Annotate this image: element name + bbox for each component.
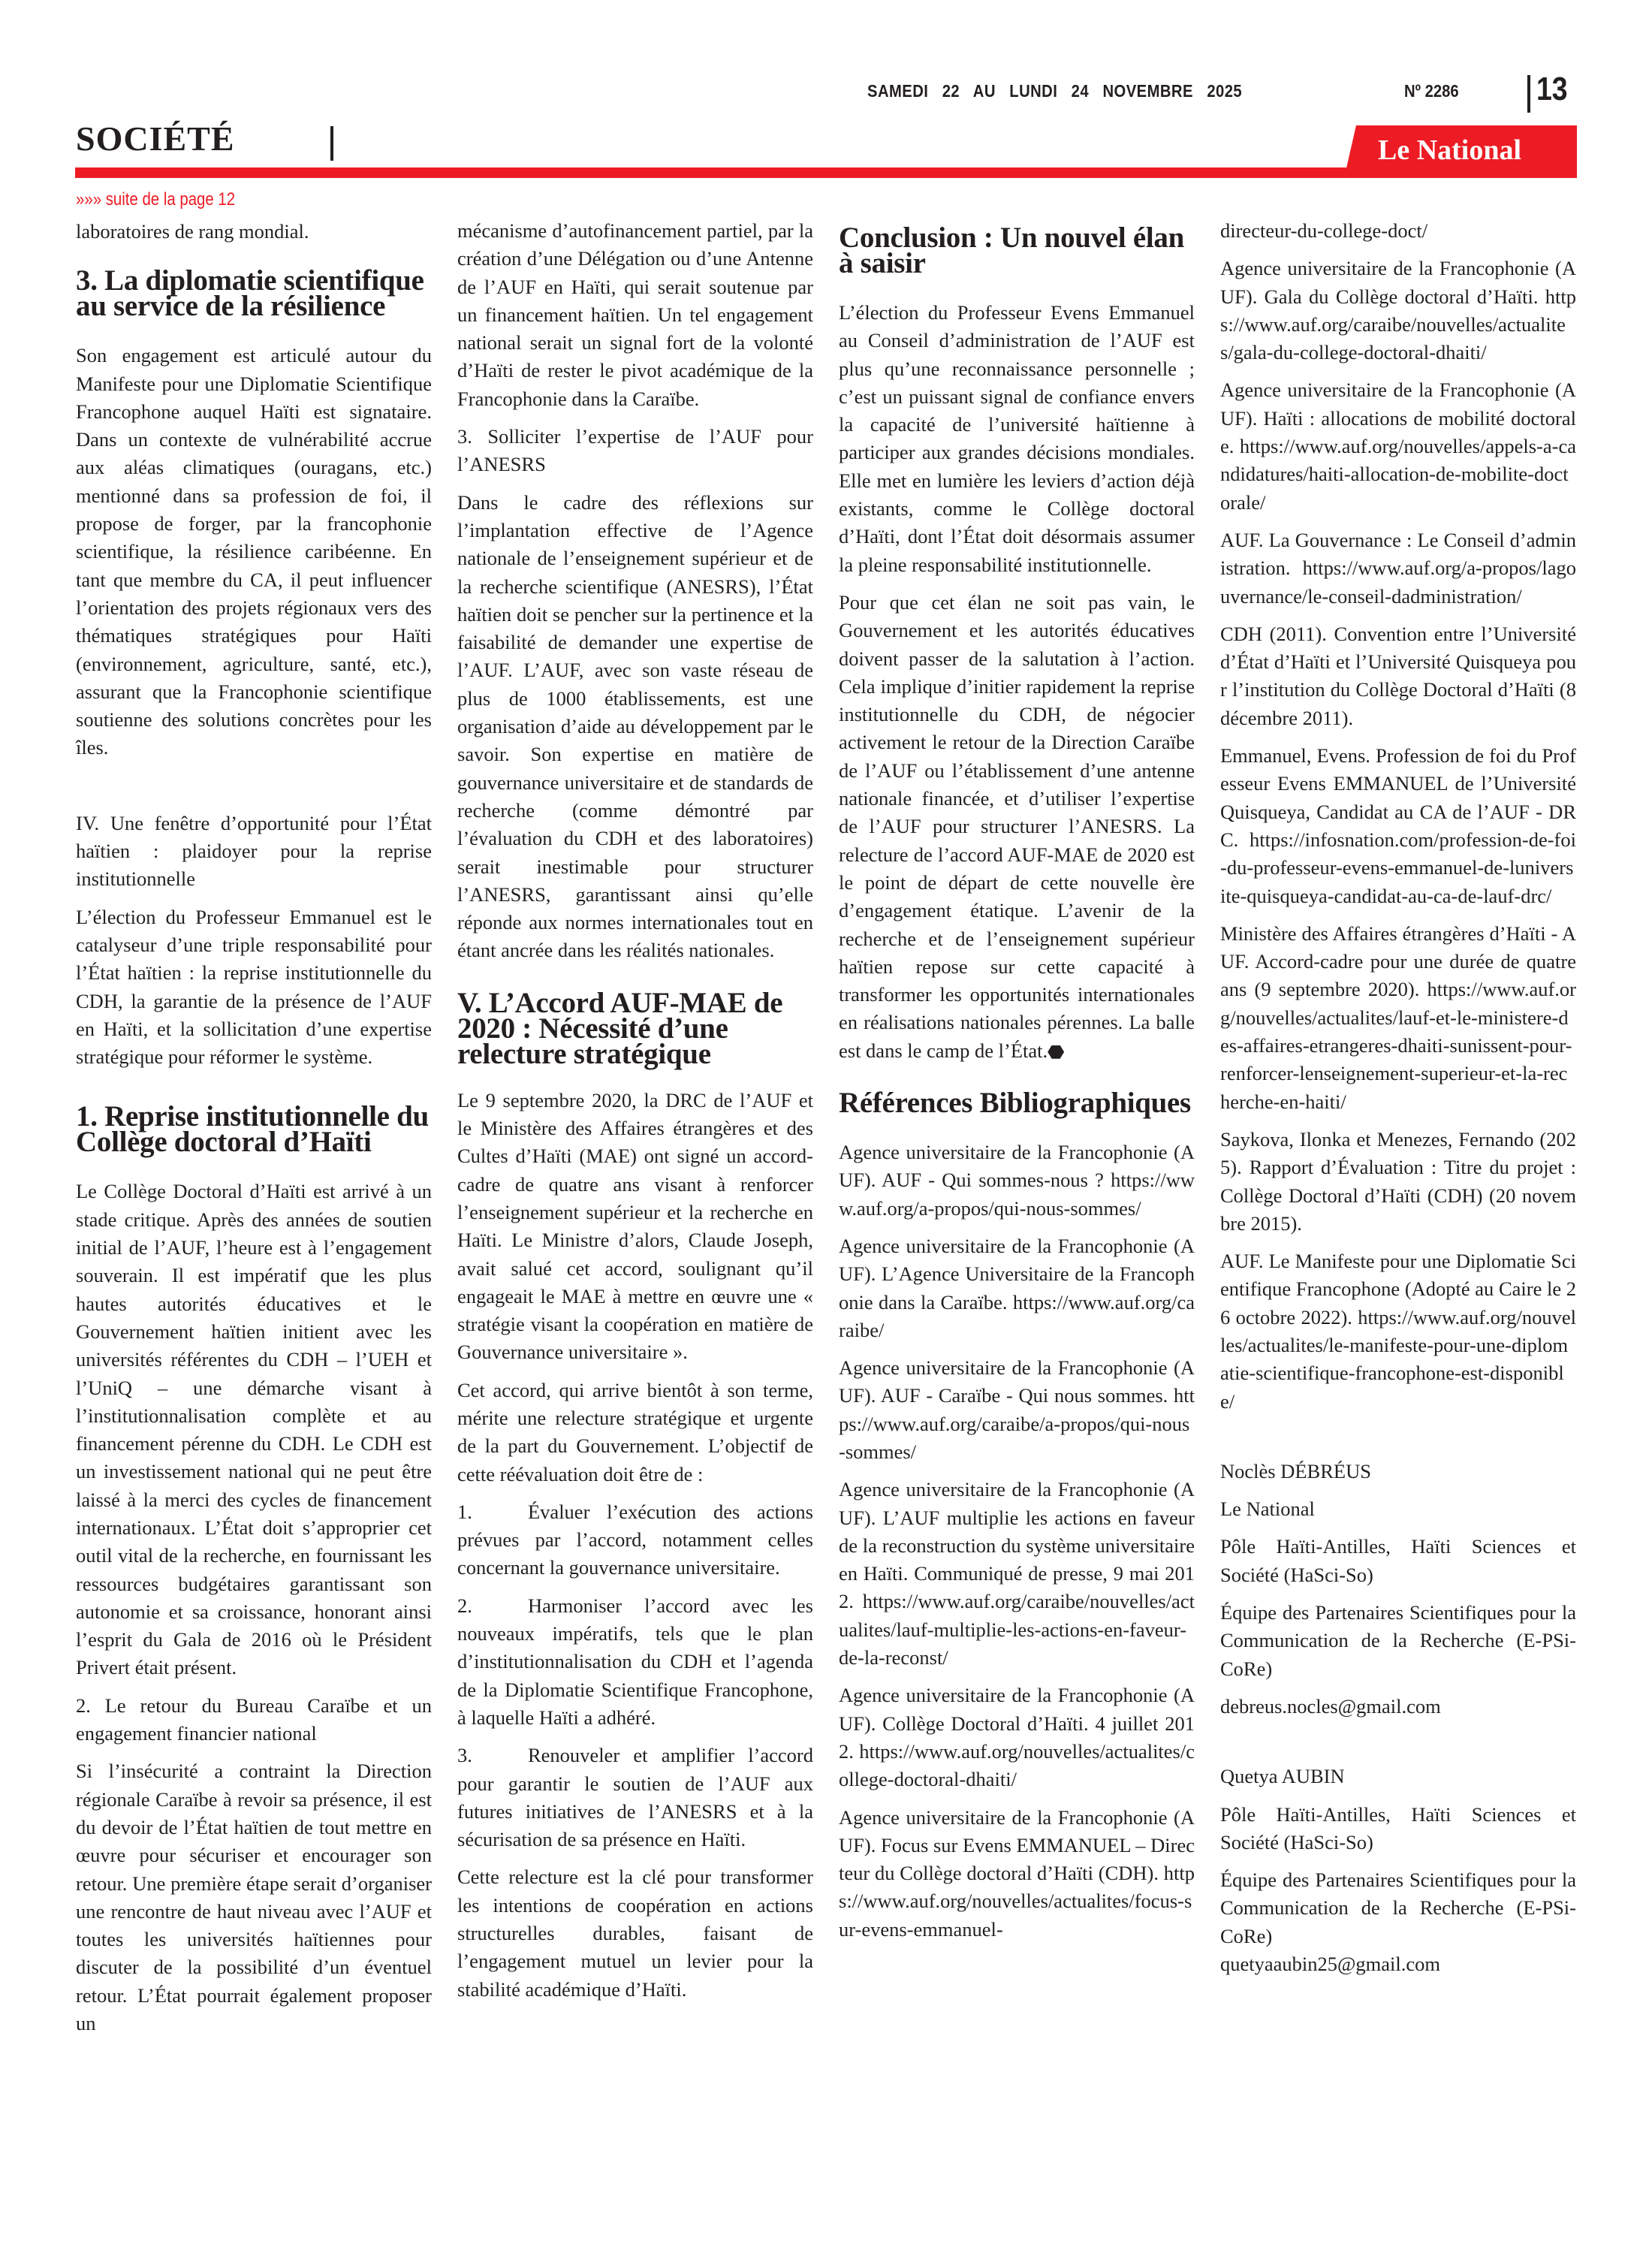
reference-item: Agence universitaire de la Francophonie (AUF). Focus sur Evens EMMANUEL – Directeur du Collège doctoral d’Haïti (CDH). https://www.auf.org/nouvelles/actualites/focus-sur-evens-emmanuel-	[839, 1805, 1195, 1941]
author-email[interactable]: debreus.nocles@gmail.com	[1220, 1694, 1441, 1718]
article-column-4	[1220, 217, 1576, 1988]
reference-item: directeur-du-college-doct/	[1220, 219, 1428, 242]
issue-number: Nº 2286	[1404, 81, 1459, 101]
reference-item: Agence universitaire de la Francophonie (AUF). L’AUF multiplie les actions en faveur de la reconstruction du système universitaire en Haïti. Communiqué de presse, 9 mai 2012. https://www.auf.org/caraibe/nouvelles/actualites/lauf-multiplie-les-actions-en-faveur-de-la-reconst/	[839, 1478, 1195, 1669]
page-number-divider	[1527, 75, 1530, 113]
author-block-1	[1220, 1458, 1576, 1721]
list-item: 1. Évaluer l’exécution des actions prévues par l’accord, notamment celles concernant la gouvernance universitaire.	[457, 1500, 813, 1579]
paragraph: L’élection du Professeur Emmanuel est le catalyseur d’une triple responsabilité pour l’État haïtien : la reprise institutionnelle du CDH, la garantie de la présence de l’AUF en Haïti, et la sollicitation d’une expertise stratégique pour réformer le système.	[76, 905, 432, 1069]
spacer	[76, 772, 432, 810]
paragraph: laboratoires de rang mondial.	[76, 220, 309, 243]
paragraph: Si l’insécurité a contraint la Direction régionale Caraïbe à revoir sa présence, il est du devoir de l’État haïtien de tout mettre en œuvre pour sécuriser et encourager son retour. Une première étape serait d’organiser une rencontre de haut niveau avec l’AUF et toutes les universités haïtiennes pour discuter de la possibilité d’un éventuel retour. L’État pourrait également proposer un	[76, 1760, 432, 2035]
author-affiliation: Équipe des Partenaires Scientifiques pour la Communication de la Recherche (E-PSi-CoRe)	[1220, 1601, 1576, 1680]
subheading-references: Références Bibliographiques	[839, 1087, 1191, 1120]
end-of-article-icon	[1048, 1045, 1064, 1059]
reference-item: Agence universitaire de la Francophonie (AUF). AUF - Qui sommes-nous ? https://www.auf.org/a-propos/qui-nous-sommes/	[839, 1141, 1195, 1220]
article-column-1	[76, 218, 432, 2047]
author-affiliation: Équipe des Partenaires Scientifiques pour la Communication de la Recherche (E-PSi-CoRe)	[1220, 1868, 1576, 1947]
paragraph-heading: 2. Le retour du Bureau Caraïbe et un engagement financier national	[76, 1694, 432, 1745]
author-affiliation: Pôle Haïti-Antilles, Haïti Sciences et Société (HaSci-So)	[1220, 1802, 1576, 1853]
author-name: Noclès DÉBRÉUS	[1220, 1459, 1371, 1482]
paragraph: Dans le cadre des réflexions sur l’implantation effective de l’Agence nationale de l’enseignement supérieur et de la recherche scientifique (ANESRS), l’État haïtien doit se pencher sur la pertinence et la faisabilité de demander une expertise de l’AUF. L’AUF, avec son vaste réseau de plus de 1000 établissements, est une organisation d’aide au développement par le savoir. Son expertise en matière de gouvernance universitaire et de standards de recherche (comme démontré par l’évaluation du CDH et des laboratoires) serait inestimable pour structurer l’ANESRS, garantissant ainsi qu’elle réponde aux normes internationales tout en étant ancrée dans les réalités nationales.	[457, 490, 813, 962]
section-divider	[330, 126, 333, 161]
subheading-reprise: 1. Reprise institutionnelle du Collège doctoral d’Haïti	[76, 1100, 429, 1159]
paragraph-heading: 3. Solliciter l’expertise de l’AUF pour l’ANESRS	[457, 425, 813, 476]
dateline: SAMEDI 22 AU LUNDI 24 NOVEMBRE 2025	[867, 81, 1243, 101]
paragraph: Le 9 septembre 2020, la DRC de l’AUF et le Ministère des Affaires étrangères et des Cultes d’Haïti (MAE) ont signé un accord-cadre de quatre ans visant à renforcer l’enseignement supérieur et la recherche en Haïti. Le Ministre d’alors, Claude Joseph, avait salué cet accord, soulignant qu’il engageait le MAE à mettre en œuvre une « stratégie visant la coopération en matière de Gouvernance universitaire ».	[457, 1088, 813, 1364]
reference-item: Agence universitaire de la Francophonie (AUF). AUF - Caraïbe - Qui nous sommes. https://www.auf.org/caraibe/a-propos/qui-nous-sommes/	[839, 1356, 1195, 1463]
paragraph: Cet accord, qui arrive bientôt à son terme, mérite une relecture stratégique et urgente de la part du Gouvernement. L’objectif de cette réévaluation doit être de :	[457, 1378, 813, 1485]
article-column-3	[839, 218, 1195, 1953]
reference-item: Agence universitaire de la Francophonie (AUF). Gala du Collège doctoral d’Haïti. https://www.auf.org/caraibe/nouvelles/actualites/gala-du-college-doctoral-dhaiti/	[1220, 257, 1576, 364]
subheading-accord: V. L’Accord AUF-MAE de 2020 : Nécessité d’une relecture stratégique	[457, 986, 783, 1070]
reference-item: CDH (2011). Convention entre l’Université d’État d’Haïti et l’Université Quisqueya pour l’institution du Collège Doctoral d’Haïti (8 décembre 2011).	[1220, 622, 1576, 729]
reference-item: AUF. Le Manifeste pour une Diplomatie Scientifique Francophone (Adopté au Caire le 26 octobre 2022). https://www.auf.org/nouvelles/actualites/le-manifeste-pour-une-diplomatie-scientifique-francophone-est-disponible/	[1220, 1250, 1576, 1413]
list-item: 2. Harmoniser l’accord avec les nouveaux impératifs, tels que le plan d’institutionnalisation du CDH et l’agenda de la Diplomatie Scientifique Francophone, à laquelle Haïti a adhéré.	[457, 1594, 813, 1729]
paragraph: Cette relecture est la clé pour transformer les intentions de coopération en actions structurelles durables, faisant de l’engagement mutuel un levier pour la stabilité académique d’Haïti.	[457, 1865, 813, 2001]
reference-item: Emmanuel, Evens. Profession de foi du Professeur Evens EMMANUEL de l’Université Quisqueya, Candidat au CA de l’AUF - DRC. https://infosnation.com/profession-de-foi-du-professeur-evens-emmanuel-de-luniversite-quisqueya-candidat-au-ca-de-lauf-drc/	[1220, 744, 1576, 907]
author-block-2	[1220, 1763, 1576, 1978]
brand-logo: Le National	[1378, 134, 1522, 166]
reference-item: Saykova, Ilonka et Menezes, Fernando (2025). Rapport d’Évaluation : Titre du projet : Collège Doctoral d’Haïti (CDH) (20 novembre 2015).	[1220, 1127, 1576, 1235]
article-column-2	[457, 217, 813, 2013]
paragraph: Son engagement est articulé autour du Manifeste pour une Diplomatie Scientifique Francophone auquel Haïti est signataire. Dans un contexte de vulnérabilité accrue aux aléas climatiques (ouragans, etc.) mentionné dans sa profession de foi, il propose de forger, par la francophonie scientifique, la résilience caribéenne. En tant que membre du CA, il peut influencer l’orientation des projets régionaux vers des thématiques stratégiques pour Haïti (environnement, agriculture, santé, etc.), assurant que la Francophonie scientifique soutienne des solutions concrètes pour les îles.	[76, 344, 432, 759]
subheading-conclusion: Conclusion : Un nouvel élan à saisir	[839, 222, 1184, 279]
continued-from-link[interactable]: »»» suite de la page 12	[76, 189, 236, 210]
paragraph-heading: IV. Une fenêtre d’opportunité pour l’État haïtien : plaidoyer pour la reprise institutionnelle	[76, 811, 432, 891]
section-title: SOCIÉTÉ	[76, 119, 235, 158]
paragraph: L’élection du Professeur Evens Emmanuel au Conseil d’administration de l’AUF est plus qu’une reconnaissance personnelle ; c’est un puissant signal de confiance envers la capacité de l’université haïtienne à participer aux grandes décisions mondiales. Elle met en lumière les leviers d’action déjà existants, comme le Collège doctoral d’Haïti, dont l’État doit désormais assumer la pleine responsabilité institutionnelle.	[839, 301, 1195, 576]
author-name: Quetya AUBIN	[1220, 1765, 1345, 1788]
reference-item: AUF. La Gouvernance : Le Conseil d’administration. https://www.auf.org/a-propos/lagouvernance/le-conseil-dadministration/	[1220, 528, 1576, 608]
paragraph: Le Collège Doctoral d’Haïti est arrivé à un stade critique. Après des années de soutien initial de l’AUF, l’heure est à l’engagement souverain. Il est impératif que les plus hautes autorités éducatives et le Gouvernement haïtien initient avec les universités référentes du CDH – l’UEH et l’UniQ – une démarche visant à l’institutionnalisation complète et au financement pérenne du CDH. Le CDH est un investissement national qui ne peut être laissé à la merci des cycles de financement internationaux. L’État doit s’approprier cet outil vital de la recherche, en fournissant les ressources budgétaires garantissant son autonomie et sa croissance, honorant ainsi l’esprit du Gala de 2016 où le Président Privert était présent.	[76, 1180, 432, 1679]
reference-item: Agence universitaire de la Francophonie (AUF). L’Agence Universitaire de la Francophonie dans la Caraïbe. https://www.auf.org/caraibe/	[839, 1234, 1195, 1341]
author-affiliation: Pôle Haïti-Antilles, Haïti Sciences et Société (HaSci-So)	[1220, 1535, 1576, 1586]
page-number: 13	[1536, 71, 1568, 107]
subheading-diplomatie: 3. La diplomatie scientifique au service de la résilience	[76, 264, 424, 323]
author-email[interactable]: quetyaaubin25@gmail.com	[1220, 1953, 1441, 1976]
reference-item: Ministère des Affaires étrangères d’Haïti - AUF. Accord-cadre pour une durée de quatre ans (9 septembre 2020). https://www.auf.org/nouvelles/actualites/lauf-et-le-ministere-des-affaires-etrangeres-dhaiti-sunissent-pour-renforcer-lenseignement-superieur-et-la-recherche-en-haiti/	[1220, 921, 1576, 1113]
list-item: 3. Renouveler et amplifier l’accord pour garantir le soutien de l’AUF aux futures initiatives de l’ANESRS et à la sécurisation de sa présence en Haïti.	[457, 1744, 813, 1851]
reference-item: Agence universitaire de la Francophonie (AUF). Collège Doctoral d’Haïti. 4 juillet 2012. https://www.auf.org/nouvelles/actualites/college-doctoral-dhaiti/	[839, 1684, 1195, 1791]
paragraph: mécanisme d’autofinancement partiel, par la création d’une Délégation ou d’une Antenne de l’AUF en Haïti, qui serait soutenue par un financement haïtien. Un tel engagement national serait un signal fort de la volonté d’Haïti de rester le pivot académique de la Francophonie dans la Caraïbe.	[457, 219, 813, 410]
author-outlet: Le National	[1220, 1497, 1315, 1521]
paragraph: Pour que cet élan ne soit pas vain, le Gouvernement et les autorités éducatives doivent passer de la salutation à l’action. Cela implique d’initier rapidement la reprise institutionnelle du CDH, de négocier activement le retour de la Direction Caraïbe de l’AUF ou l’établissement d’une antenne nationale financée, et d’utiliser l’expertise de l’AUF pour structurer l’ANESRS. La relecture de l’accord AUF-MAE de 2020 est le point de départ de cette nouvelle ère d’engagement étatique. L’avenir de la recherche et de l’enseignement supérieur haïtien repose sur cette capacité à transformer les opportunités internationales en réalisations nationales pérennes. La balle est dans le camp de l’État.	[839, 590, 1195, 1062]
reference-item: Agence universitaire de la Francophonie (AUF). Haïti : allocations de mobilité doctorale. https://www.auf.org/nouvelles/appels-a-candidatures/haiti-allocation-de-mobilite-doctorale/	[1220, 379, 1576, 514]
